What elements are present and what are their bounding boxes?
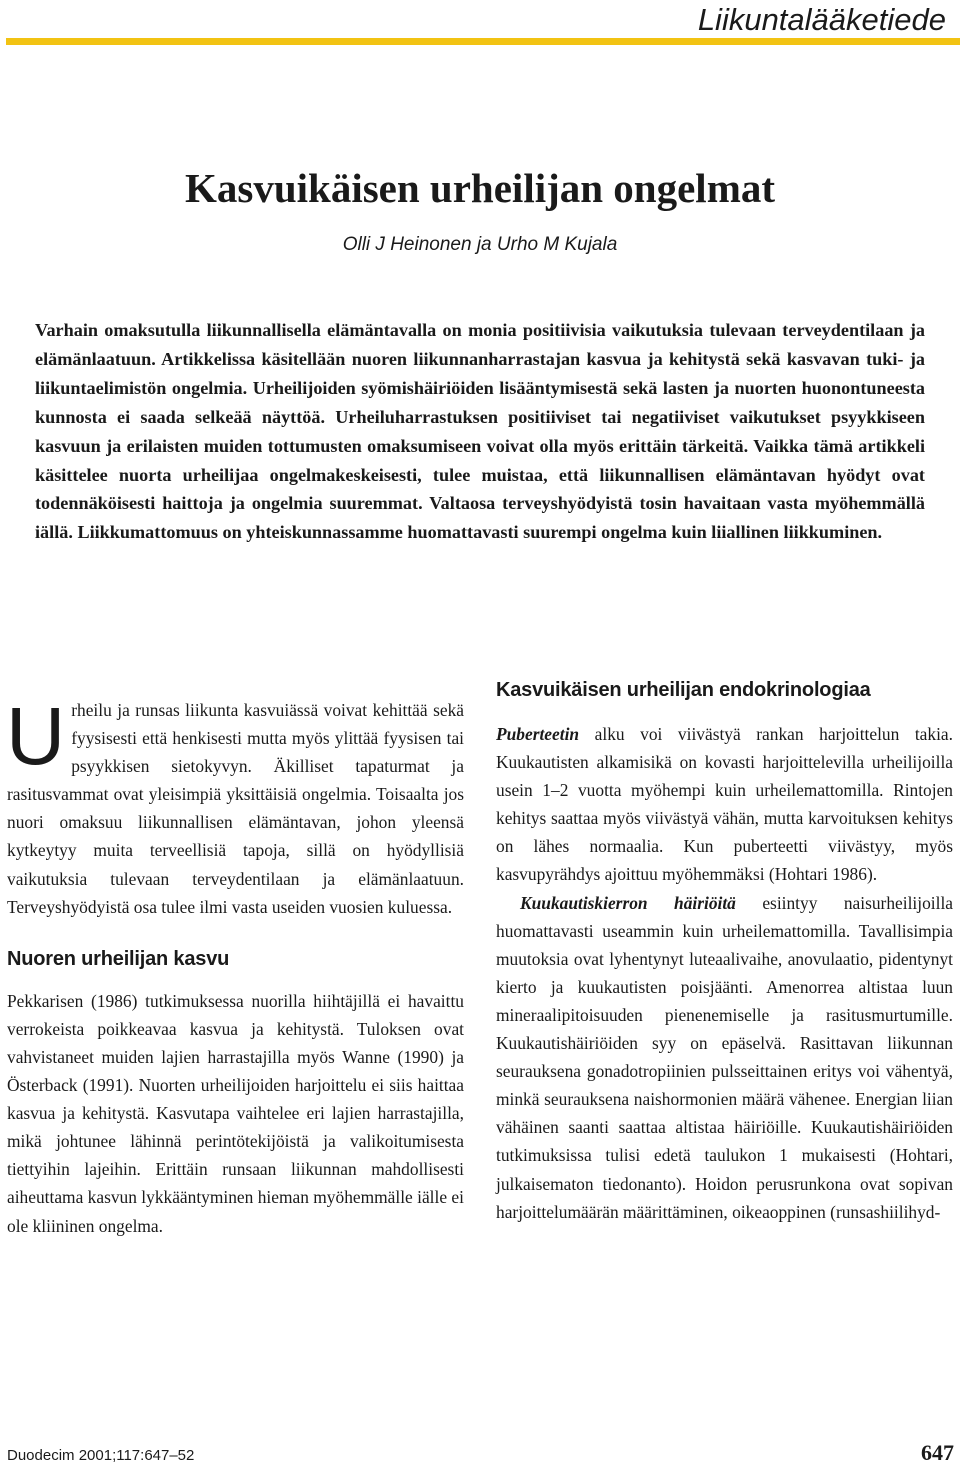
intro-paragraph xyxy=(6,691,464,921)
puberty-text: alku voi viivästyä rankan harjoittelun takia. Kuukautisten alkamisikä on kovasti harjoittelevilla urheilijoilla usein 1–2 vuotta myöhempi kuin urheilemattomilla. Rintojen kehitys saattaa myös viivästyä vähän, mutta karvoituksen kehitys on lähes normaalia. Kun puberteetti viivästyy, myös kasvupyrähdys ajoittuu myöhemmäksi (Hohtari 1986). xyxy=(496,724,953,885)
term-puberty: Puberteetin xyxy=(496,724,580,744)
term-menstrual: Kuukautiskierron häiriöitä xyxy=(520,892,736,913)
article-authors: Olli J Heinonen ja Urho M Kujala xyxy=(342,234,618,255)
drop-cap: U xyxy=(6,691,66,782)
page-number: 647 xyxy=(921,1440,954,1465)
journal-citation: Duodecim 2001;117:647–52 xyxy=(7,1447,195,1464)
menstrual-text: esiintyy naisurheilijoilla huomattavasti useammin kuin urheilemattomilla. Tavallisimpia muutoksia ovat lyhentynyt luteaalivaihe, anovulaatio, pidentynyt kierto ja kuukautisten poisjäänti. Amenorrea altistaa luun mineraalipitoisuuden pienenemiselle ja rasitusmurtumille. Kuukautishäiriöiden syy on epäselvä. Rasittavan liikunnan seurauksena gonadotropiinien pulsseittainen eritys voi vähentyä, minkä seurauksena naishormonien määrä vähenee. Energian liian vähäinen saanti saattaa altistaa häiriöille. Kuukautishäiriöiden tutkimuksissa tulisi edetä taulukon 1 mukaisesti (Hohtari, julkaisematon tiedonanto). Hoidon perusrunkona ovat sopivan harjoittelumäärän määrittäminen, oikeaoppinen (runsashiilihyd- xyxy=(496,892,953,1222)
section-heading-growth: Nuoren urheilijan kasvu xyxy=(7,947,230,970)
right-column xyxy=(496,676,953,1226)
intro-text: rheilu ja runsas liikunta kasvuiässä voivat kehittää sekä fyysisesti että henkisesti mutta myös ylittää fyysisen tai psyykkisen sietokyvyn. Äkilliset tapaturmat ja rasitusvammat ovat yleisimpiä yksittäisiä ongelmia. Toisaalta jos nuori omaksuu liikunnallisen elämäntavan, johon yleensä kytkeytyy muita terveellisiä tapoja, sillä on hyödyllisiä vaikutuksia tulevaan terveydentilaan ja elämänlaatuun. Terveyshyödyistä osa tulee ilmi vasta useiden vuosien kuluessa. xyxy=(7,700,464,917)
article-abstract: Varhain omaksutulla liikunnallisella elämäntavalla on monia positiivisia vaikutuksia tulevaan terveydentilaan ja elämänlaatuun. Artikkelissa käsitellään nuoren liikunnanharrastajan kasvua ja kehitystä sekä kasvavan tuki- ja liikuntaelimistön ongelmia. Urheilijoiden syömishäiriöiden lisääntymisestä sekä lasten ja nuorten huonontuneesta kunnosta ei saada selkeää näyttöä. Urheiluharrastuksen positiiviset tai negatiiviset vaikutukset psyykkiseen kasvuun ja erilaisten muiden tottumusten omaksumiseen voivat olla myös erittäin tärkeitä. Vaikka tämä artikkeli käsittelee nuorta urheilijaa ongelmakeskeisesti, tulee muistaa, että liikunnallisen elämäntavan hyödyt ovat todennäköisesti haittoja ja ongelmia suuremmat. Valtaosa terveyshyödyistä tosin havaitaan vasta myöhemmällä iällä. Liikkumattomuus on yhteiskunnassamme huomattavasti suurempi ongelma kuin liiallinen liikkuminen. xyxy=(35,320,925,543)
puberty-paragraph xyxy=(496,720,953,889)
header-rule xyxy=(6,38,960,45)
section-heading-endocrinology: Kasvuikäisen urheilijan endokrinologiaa xyxy=(496,679,871,701)
section-label: Liikuntalääketiede xyxy=(697,2,946,37)
article-title: Kasvuikäisen urheilijan ongelmat xyxy=(184,165,775,211)
menstrual-paragraph xyxy=(496,889,953,1226)
left-column xyxy=(6,691,464,1240)
growth-paragraph: Pekkarisen (1986) tutkimuksessa nuorilla hiihtäjillä ei havaittu verrokeista poikkeavaa kasvua ja kehitystä. Tuloksen ovat vahvistaneet muiden lajien harrastajilla myös Wanne (1990) ja Österback (1991). Nuorten urheilijoiden harjoittelu ei siis haittaa kasvua ja kehitystä. Kasvutapa vaihtelee eri lajien harrastajilla, mikä johtunee lähinnä perintötekijöistä ja valikoitumisesta tiettyihin lajeihin. Erittäin runsaan liikunnan mahdollisesti aiheuttama kasvun lykkääntyminen hieman myöhemmälle iälle ei ole kliininen ongelma. xyxy=(7,990,464,1236)
